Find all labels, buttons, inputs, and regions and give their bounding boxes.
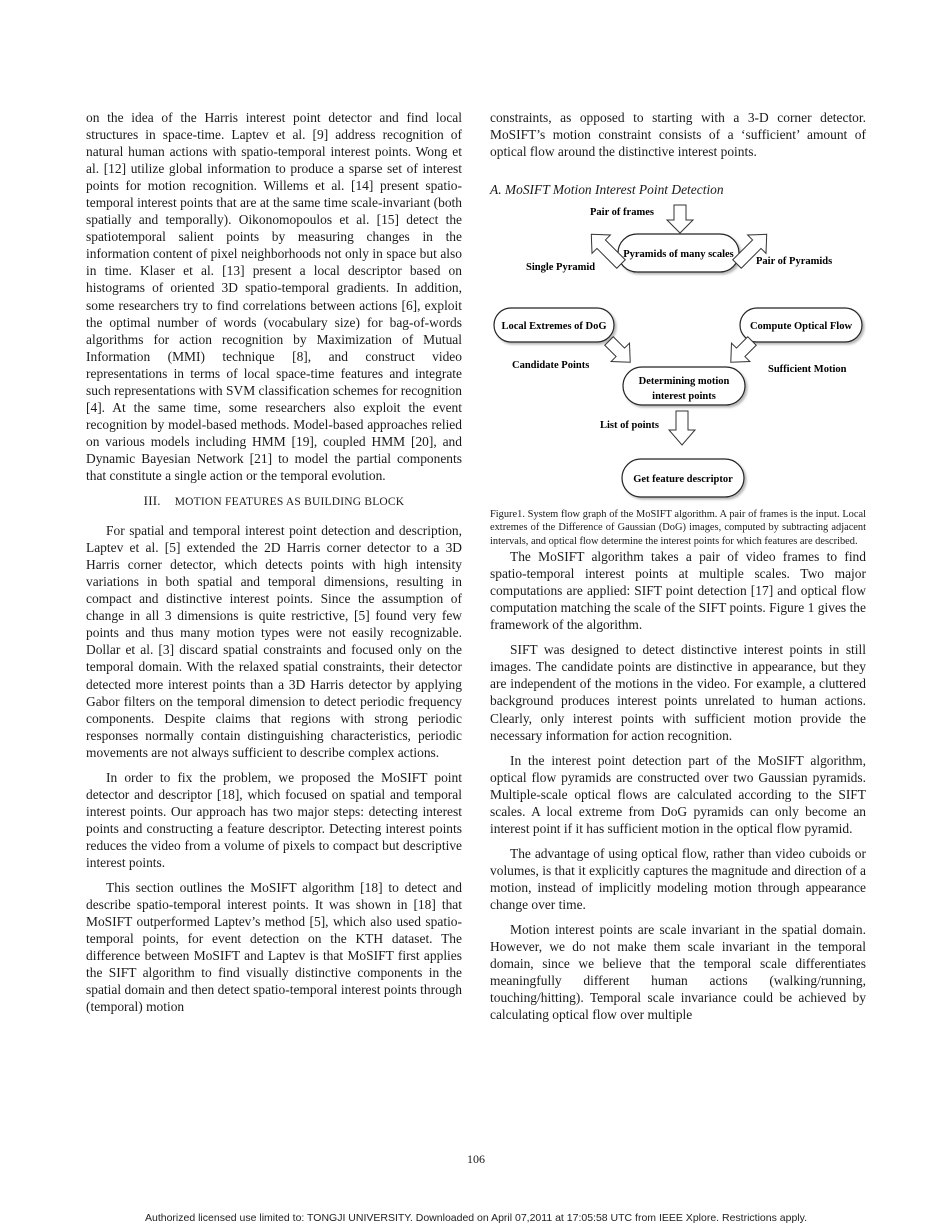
node-flow-label: Compute Optical Flow [749,321,853,333]
label-single-pyramid: Single Pyramid [526,262,596,274]
label-sufficient-motion: Sufficient Motion [768,364,847,376]
subsection-heading: A. MoSIFT Motion Interest Point Detection [490,182,724,198]
node-determine-line1: Determining motion [638,376,730,388]
arrow-input [667,205,693,233]
paragraph: on the idea of the Harris interest point detector and find local structures in space-time. Laptev et al. [9] address recognition of natural human actions with spatio-temporal interest points. Wong et al. [12] utilize global information to produce a sparse set of interest points for motion recognition. Willems et al. [14] present spatio-temporal interest points that are at the same time scale-invariant (both spatially and temporally). Oikonomopoulos et al. [15] detect the spatiotemporal salient points by measuring changes in the information content of pixel neighborhoods not only in space but also in time. Klaser et al. [13] present a local descriptor based on histograms of oriented 3D spatio-temporal gradients. In addition, some researchers try to find correlations between actions [6], exploit the optimal number of words (vocabulary size) for bag-of-words algorithms for action recognition by Maximization of Mutual Information (MMI) technique [8], and construct video representations in terms of local space-time features and integrate such representations with SVM classification schemes for recognition [4]. At the same time, some researchers also exploit the event recognition by model-based methods. Model-based approaches relied on various models including HMM [19], coupled HMM [20], and Dynamic Bayesian Network [21] to model the partial components that constitute a single action or the temporal evolution. [86,110,462,483]
flow-figure [490,202,866,508]
node-descriptor-label: Get feature descriptor [633,474,733,486]
paragraph: The MoSIFT algorithm takes a pair of video frames to find spatio-temporal interest points at multiple scales. Two major computations are applied: SIFT point detection [17] and optical flow computation matching the scale of the SIFT points. Figure 1 gives the framework of the algorithm. [490,549,866,633]
paragraph: For spatial and temporal interest point detection and description, Laptev et al. [5] extended the 2D Harris corner detector to a 3D Harris corner detector, which detects points with high intensity variations in both spatial and temporal dimensions, resulting in compact and distinctive interest points. Since the assumption of change in all 3 dimensions is quite restrictive, [5] found very few points and thus many motion types were not easily recognizable. Dollar et al. [3] discard spatial constraints and focused only on the temporal domain. With the relaxed spatial constraints, their detector detected more interest points than a 3D Harris detector by applying Gabor filters on the temporal dimension to detect periodic frequency components. Despite claims that regions with strong periodic responses normally contain distinguishing characteristics, periodic movements are not always sufficient to describe complex actions. [86,523,462,760]
node-dog-label: Local Extremes of DoG [501,321,607,333]
paragraph: This section outlines the MoSIFT algorithm [18] to detect and describe spatio-temporal interest points. It was shown in [18] that MoSIFT outperformed Laptev’s method [5], which also used spatio-temporal points, for event detection on the KTH dataset. The difference between MoSIFT and Laptev is that MoSIFT first applies the SIFT algorithm to find visually distinctive components in the spatial domain and then detect spatio-temporal interest points through (temporal) motion [86,880,462,1015]
arrow-list [669,411,695,445]
node-pyramids-label: Pyramids of many scales [623,249,734,261]
section-number: III. [143,493,161,509]
paragraph: In the interest point detection part of the MoSIFT algorithm, optical flow pyramids are constructed over two Gaussian pyramids. Multiple-scale optical flows are calculated according to the SIFT scales. A local extreme from DoG pyramids can only become an interest point if it has sufficient motion in the optical flow pyramid. [490,752,866,836]
paragraph: In order to fix the problem, we proposed the MoSIFT point detector and descriptor [18], which focused on spatial and temporal interest points. Our approach has two major steps: detecting interest points and constructing a feature descriptor. Detecting interest points reduces the video from a volume of pixels to compact but descriptive interest points. [86,769,462,870]
label-pair-of-pyramids: Pair of Pyramids [756,256,833,268]
figure-caption: Figure1. System flow graph of the MoSIFT algorithm. A pair of frames is the input. Local extremes of the Difference of Gaussian (DoG) images, computed by subtracting adjacent intervals, and optical flow determine the interest points for which features are described. [490,509,866,547]
left-column [86,109,462,1015]
label-pair-of-frames: Pair of frames [590,207,654,219]
paragraph: Motion interest points are scale invariant in the spatial domain. However, we do not make them scale invariant in the temporal domain, since we believe that the temporal scale differentiates meaningfully different human actions (walking/running, touching/hitting). Temporal scale invariance could be achieved by calculating optical flow over multiple [490,922,866,1023]
node-determine-line2: interest points [652,391,716,403]
page-number: 106 [467,1152,485,1166]
license-footer: Authorized licensed use limited to: TONGJI UNIVERSITY. Downloaded on April 07,2011 at 17:05:58 UTC from IEEE Xplore. Restrictions apply. [144,1212,808,1224]
label-candidate-points: Candidate Points [512,360,590,372]
flow-graph [490,202,866,508]
section-title: MOTION FEATURES AS BUILDING BLOCK [174,496,405,509]
right-column [490,109,866,1023]
paragraph: SIFT was designed to detect distinctive interest points in still images. The candidate points are distinctive in appearance, but they are independent of the motions in the video. For example, a cluttered background produces interest points unrelated to human actions. Clearly, only interest points with sufficient motion provide the necessary information for action recognition. [490,642,866,743]
paragraph: The advantage of using optical flow, rather than video cuboids or volumes, is that it explicitly captures the magnitude and direction of a motion, instead of implicitly modeling motion through appearance change over time. [490,845,866,912]
section-heading [86,492,462,511]
label-list-of-points: List of points [600,420,659,432]
paragraph: constraints, as opposed to starting with a 3-D corner detector. MoSIFT’s motion constraint consists of a ‘sufficient’ amount of optical flow around the distinctive interest points. [490,110,866,160]
